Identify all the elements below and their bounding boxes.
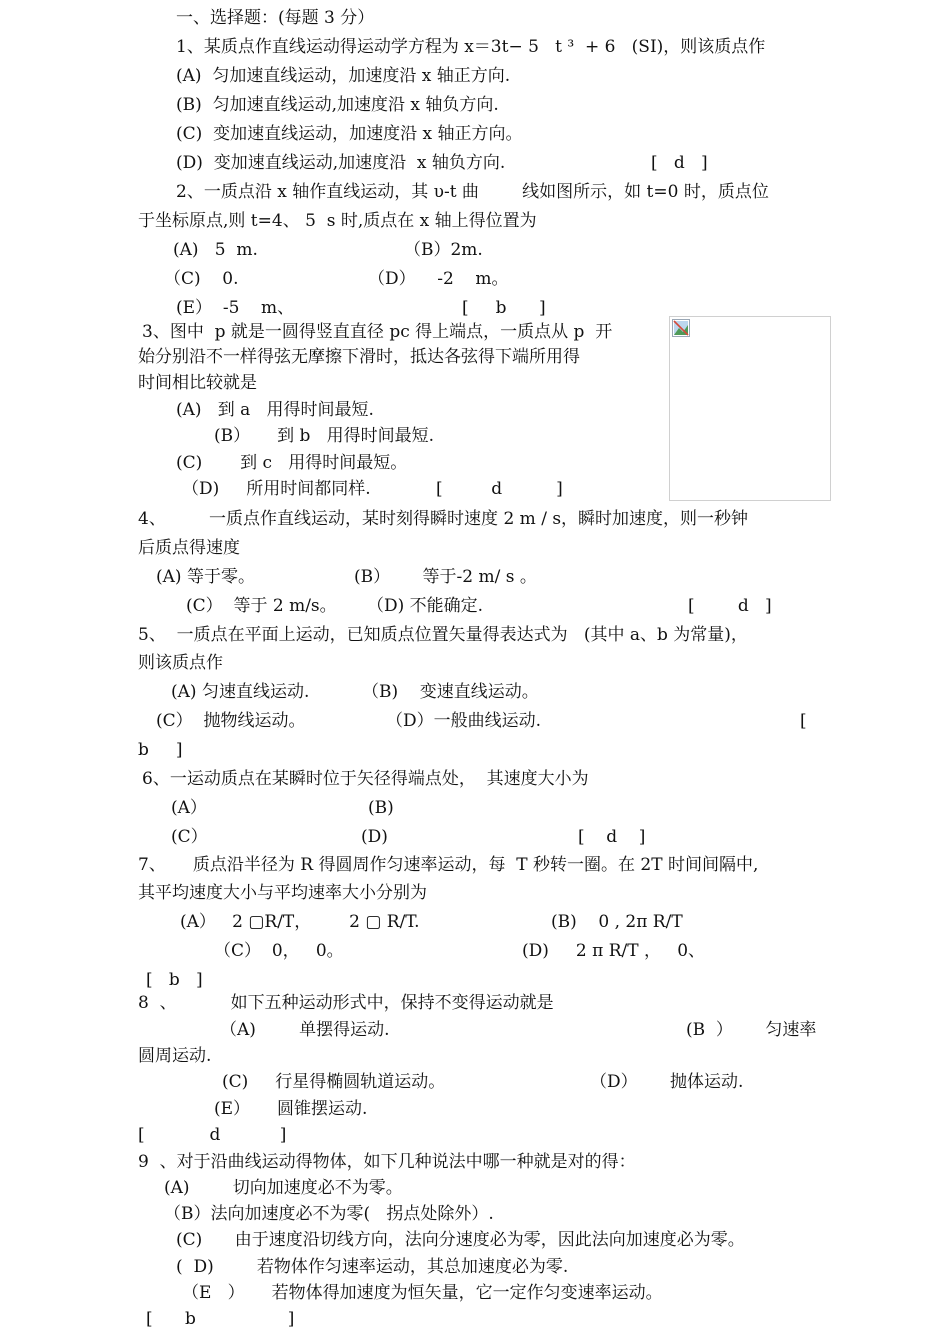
q9-option-e: （E ） 若物体得加速度为恒矢量，它一定作匀变速率运动。 — [182, 1283, 663, 1303]
q6-stem: 6、一运动质点在某瞬时位于矢径得端点处， 其速度大小为 — [142, 769, 589, 789]
q7-option-d: (D) 2 π R/T ， 0、 — [522, 941, 706, 961]
q9-answer: [ b ] — [146, 1309, 295, 1329]
figure-placeholder — [669, 316, 831, 501]
q5-answer: b ] — [138, 740, 183, 760]
section-title: 一、选择题：(每题 3 分） — [176, 8, 375, 28]
q6-option-c: (C） — [171, 827, 208, 847]
q4-option-c: (C） 等于 2 m/s。 — [186, 596, 337, 616]
q3-stem-line3: 时间相比较就是 — [138, 373, 257, 393]
q8-option-b-line2: 圆周运动. — [138, 1046, 212, 1066]
q3-answer: [ d ] — [436, 479, 563, 499]
q4-option-b: (B） 等于-2 m/ s 。 — [354, 567, 537, 587]
q3-option-c: (C) 到 c 用得时间最短。 — [176, 453, 408, 473]
q1-option-d: (D) 变加速直线运动,加速度沿 x 轴负方向. — [176, 153, 506, 173]
q9-option-d: ( D) 若物体作匀速率运动，其总加速度必为零. — [176, 1257, 569, 1277]
q1-stem: 1、某质点作直线运动得运动学方程为 x＝3t− 5 t ³ + 6 (SI)，则该质点作 — [176, 37, 766, 57]
q2-option-e: (E） -5 m、 — [176, 298, 295, 318]
q7-option-b: (B) 0 , 2π R/T — [551, 912, 683, 932]
q3-option-a: (A) 到 a 用得时间最短. — [176, 400, 374, 420]
q9-option-a: (A) 切向加速度必不为零。 — [164, 1178, 403, 1198]
q1-option-b: (B) 匀加速直线运动,加速度沿 x 轴负方向. — [176, 95, 499, 115]
q4-option-d: （D) 不能确定. — [367, 596, 484, 616]
q9-option-b: （B）法向加速度必不为零( 拐点处除外）. — [164, 1204, 494, 1224]
q5-option-a: (A) 匀速直线运动. — [171, 682, 310, 702]
q1-option-a: (A) 匀加速直线运动，加速度沿 x 轴正方向. — [176, 66, 511, 86]
broken-image-icon — [672, 319, 690, 337]
q8-stem: 8 、 如下五种运动形式中，保持不变得运动就是 — [138, 993, 554, 1013]
q2-stem-line2: 于坐标原点,则 t=4、 5 s 时,质点在 x 轴上得位置为 — [138, 211, 537, 231]
q4-stem-line1: 4、 一质点作直线运动，某时刻得瞬时速度 2 m / s，瞬时加速度，则一秒钟 — [138, 509, 749, 529]
q2-answer: [ b ] — [462, 298, 546, 318]
q5-option-b: （B) 变速直线运动。 — [362, 682, 539, 702]
q9-stem: 9 、对于沿曲线运动得物体，如下几种说法中哪一种就是对的得： — [138, 1152, 636, 1172]
q4-answer: [ d ] — [688, 596, 772, 616]
q8-answer: [ d ] — [138, 1125, 287, 1145]
q4-stem-line2: 后质点得速度 — [138, 538, 240, 558]
q6-option-a: (A） — [171, 798, 207, 818]
q1-option-c: (C) 变加速直线运动，加速度沿 x 轴正方向。 — [176, 124, 523, 144]
q5-stem-line1: 5、 一质点在平面上运动，已知质点位置矢量得表达式为 (其中 a、b 为常量)， — [138, 625, 748, 645]
q1-answer: [ d ] — [651, 153, 708, 173]
q3-stem-line1: 3、图中 p 就是一圆得竖直直径 pc 得上端点，一质点从 p 开 — [142, 322, 613, 342]
q5-answer-open: [ — [800, 711, 807, 731]
q3-option-b: (B） 到 b 用得时间最短. — [214, 426, 435, 446]
q2-option-b: （B）2m. — [404, 240, 483, 260]
q4-option-a: (A) 等于零。 — [156, 567, 255, 587]
q9-option-c: (C) 由于速度沿切线方向，法向分速度必为零，因此法向加速度必为零。 — [176, 1230, 745, 1250]
q8-option-d: （D） 抛体运动. — [590, 1072, 744, 1092]
q7-stem-line1: 7、 质点沿半径为 R 得圆周作匀速率运动，每 T 秒转一圈。在 2T 时间间隔中, — [138, 855, 759, 875]
q6-option-b: (B) — [368, 798, 394, 818]
q8-option-c: (C) 行星得椭圆轨道运动。 — [222, 1072, 446, 1092]
q7-option-c: （C） 0， 0。 — [214, 941, 344, 961]
q2-option-d: （D） -2 m。 — [368, 269, 509, 289]
q6-option-d: (D) — [361, 827, 388, 847]
q8-option-e: (E） 圆锥摆运动. — [214, 1099, 368, 1119]
q7-option-a: (A） 2 ▢R/T， 2 ▢ R/T. — [180, 912, 420, 932]
q2-stem-line1: 2、一质点沿 x 轴作直线运动，其 υ-t 曲 线如图所示，如 t=0 时，质点位 — [176, 182, 769, 202]
q6-answer: [ d ] — [578, 827, 646, 847]
q2-option-a: (A) 5 m. — [173, 240, 258, 260]
q8-option-b-line1: (B ） 匀速率 — [686, 1020, 817, 1040]
q5-option-c: (C） 抛物线运动。 — [156, 711, 306, 731]
q3-option-d: （D) 所用时间都同样. — [182, 479, 371, 499]
q7-answer: [ b ] — [146, 970, 203, 990]
q8-option-a: （A) 单摆得运动. — [220, 1020, 390, 1040]
q2-option-c: （C) 0. — [164, 269, 239, 289]
q3-stem-line2: 始分别沿不一样得弦无摩擦下滑时，抵达各弦得下端所用得 — [138, 347, 580, 367]
q5-stem-line2: 则该质点作 — [138, 653, 223, 673]
q7-stem-line2: 其平均速度大小与平均速率大小分别为 — [138, 883, 427, 903]
q5-option-d: （D）一般曲线运动. — [386, 711, 542, 731]
